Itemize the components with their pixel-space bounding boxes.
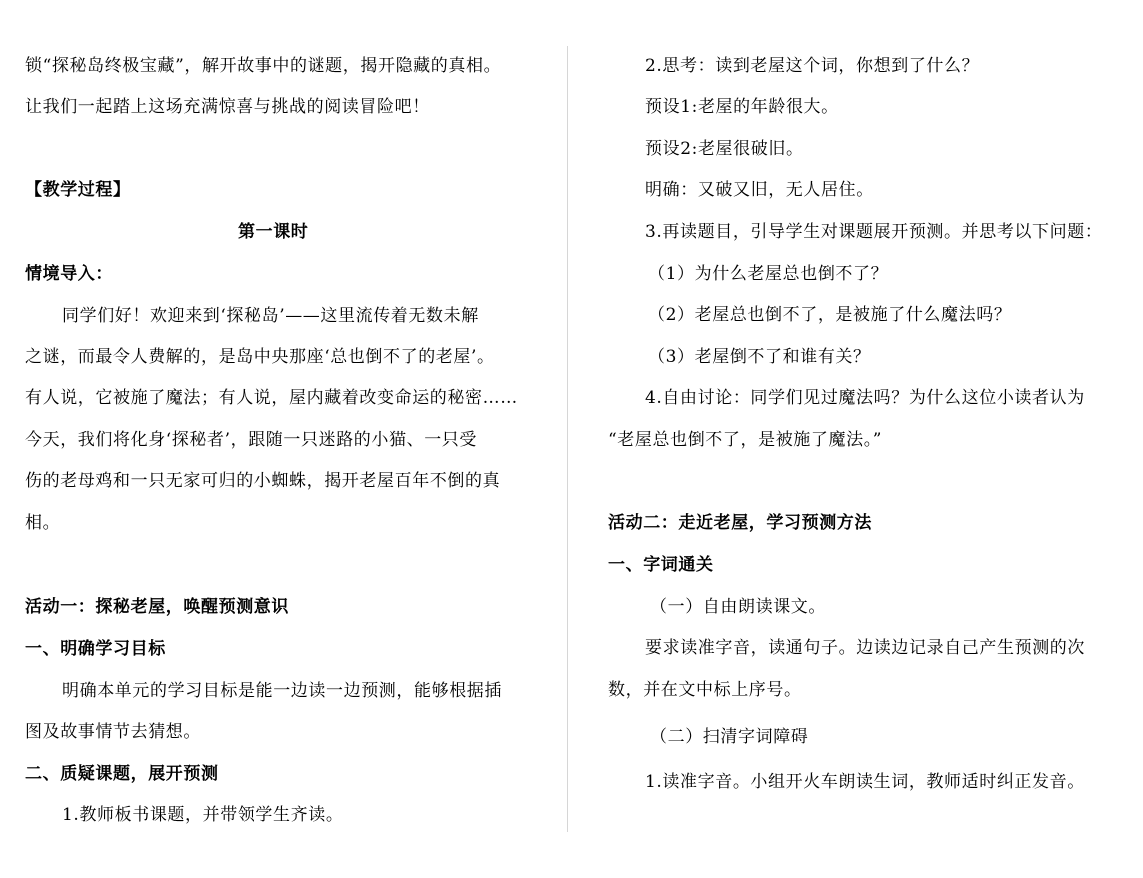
text-line: （3）老屋倒不了和谁有关？ [648,347,871,367]
text-line: 4.自由讨论：同学们见过魔法吗？为什么这位小读者认为 [645,388,1085,408]
section-heading: 一、字词通关 [608,555,714,575]
section-heading: 二、质疑课题，展开预测 [25,764,219,784]
section-heading: 一、明确学习目标 [25,639,166,659]
activity-heading: 活动一：探秘老屋，唤醒预测意识 [25,597,289,617]
text-line: “老屋总也倒不了，是被施了魔法。” [608,430,883,450]
text-line: 今天，我们将化身‘探秘者’，跟随一只迷路的小猫、一只受 [25,430,478,450]
text-line: 之谜，而最令人费解的，是岛中央那座‘总也倒不了的老屋’。 [25,347,495,367]
right-column [580,0,1143,878]
text-line: 有人说，它被施了魔法；有人说，屋内藏着改变命运的秘密…… [25,388,518,408]
text-line: 要求读准字音，读通句子。边读边记录自己产生预测的次 [645,638,1085,658]
left-column [0,0,560,878]
activity-heading: 活动二：走近老屋，学习预测方法 [608,513,872,533]
text-line: 1.教师板书课题，并带领学生齐读。 [62,805,344,825]
text-line: （一）自由朗读课文。 [650,597,826,617]
lesson-title: 第一课时 [238,222,309,242]
column-divider [567,46,568,832]
text-line: 伤的老母鸡和一只无家可归的小蜘蛛，揭开老屋百年不倒的真 [25,471,501,491]
text-line: 同学们好！欢迎来到‘探秘岛’——这里流传着无数未解 [62,306,479,326]
text-line: 明确：又破又旧，无人居住。 [645,180,874,200]
section-heading: 【教学过程】 [25,180,131,200]
text-line: 明确本单元的学习目标是能一边读一边预测，能够根据插 [62,681,502,701]
text-line: 3.再读题目，引导学生对课题展开预测。并思考以下问题： [645,222,1103,242]
text-line: （2）老屋总也倒不了，是被施了什么魔法吗？ [648,305,1012,325]
text-line: 预设2:老屋很破旧。 [645,139,804,159]
text-line: 1.读准字音。小组开火车朗读生词，教师适时纠正发音。 [645,772,1085,792]
text-line: 2.思考：读到老屋这个词，你想到了什么？ [645,56,980,76]
text-line: 数，并在文中标上序号。 [608,680,802,700]
text-line: （二）扫清字词障碍 [650,727,809,747]
section-heading: 情境导入： [25,264,113,284]
text-line: 预设1:老屋的年龄很大。 [645,97,839,117]
text-line: 图及故事情节去猜想。 [25,722,201,742]
text-line: 让我们一起踏上这场充满惊喜与挑战的阅读冒险吧！ [25,97,430,117]
text-line: 锁“探秘岛终极宝藏”，解开故事中的谜题，揭开隐藏的真相。 [25,56,502,76]
text-line: （1）为什么老屋总也倒不了？ [648,264,889,284]
text-line: 相。 [25,513,61,533]
